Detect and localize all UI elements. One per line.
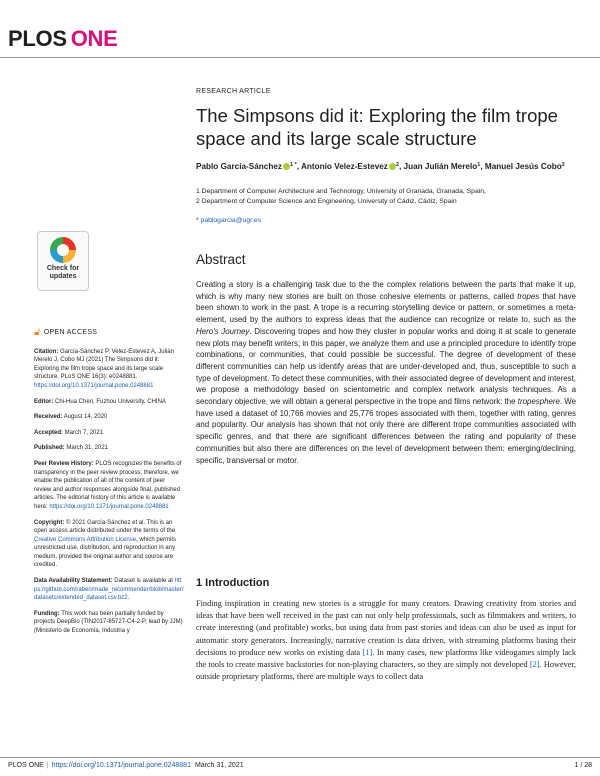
abstract-part: . We have used a dataset of 10,766 movies and 25,776 tropes associated with them, together with rating, genres and popularity. Our analysis has shown that not only there are different trope communities associated with specific genres, and that there are significant differences between the rating and popularity of these communities but also there are differences on the level of development between them: emerging/declining, specific, transversal or motor. [196,397,577,465]
author-sup: 2 [395,162,399,168]
footer-journal: PLOS ONE [8,762,44,769]
logo-plos: PLOS [8,26,67,51]
data-availability-label: Data Availability Statement: [34,578,113,585]
copyright-text: © 2021 García-Sánchez et al. This is an open access article distributed under the terms of the [34,519,176,535]
email-star: * [196,217,199,224]
open-access-badge [34,329,184,338]
intro-paragraph [196,598,576,683]
received-label: Received: [34,414,63,421]
page-footer [8,762,592,769]
reference-link[interactable]: [2] [529,660,540,670]
journal-logo [8,26,117,52]
peer-review-block [34,460,184,512]
corresponding-email[interactable] [196,217,261,224]
editor-text: Chi-Hua Chen, Fuzhou University, CHINA [53,398,166,405]
abstract-italic: tropesphere [517,397,560,407]
author-sup: 1 * [290,162,297,168]
header-divider [0,57,600,58]
published-label: Published: [34,445,65,452]
footer-doi-link[interactable]: https://doi.org/10.1371/journal.pone.0248881 [51,762,191,769]
article-title: The Simpsons did it: Exploring the film trope space and its large scale structure [196,105,558,149]
intro-part: . In many cases, new platforms like videogames simply lack the tools to create massive backstories for non-playing characters, so they are simply not developed [196,647,576,670]
funding-text: This work has been partially funded by projects DeepBio (TIN2017-85727-C4-2-P, lead by JJM) (Ministerio de Economía, Industria y [34,610,183,635]
footer-divider [0,757,600,758]
published-text: March 31, 2021 [64,445,109,452]
section-heading: 1 Introduction [196,577,270,589]
dataset-link[interactable]: https://github.com/raben/made_recommender/blob/master/datasets/extended_dataset.csv.bz2 [34,578,184,602]
page-number: 1 / 28 [574,762,592,769]
accepted-text: March 7, 2021 [63,429,104,436]
open-lock-icon: 🔓︎ [34,327,41,338]
affiliation-item: 1 Department of Computer Architecture and Technology, University of Granada, Granada, Spain, [196,188,486,195]
peer-review-link[interactable]: https://doi.org/10.1371/journal.pone.0248881 [49,503,169,510]
abstract-italic: tropes [517,291,540,301]
received-text: August 14, 2020 [62,414,108,421]
author-name[interactable]: Juan Julián Merelo [403,162,478,171]
editor-block [34,398,184,407]
copyright-label: Copyright: [34,519,65,526]
check-for-updates-badge[interactable] [37,231,89,291]
intro-part: . However, outside proprietary platforms, there are multiple ways to collect data [196,660,576,682]
check-updates-icon [50,237,76,263]
author-name[interactable]: Manuel Jesús Cobo [484,162,562,171]
article-info-sidebar [34,329,184,643]
orcid-icon[interactable] [389,163,396,170]
data-availability-end: . [127,595,130,602]
article-type: RESEARCH ARTICLE [196,88,271,95]
abstract-text [196,279,576,466]
email-link[interactable]: pablogarcia@ugr.es [200,217,262,224]
accepted-block [34,429,184,438]
citation-label: Citation: [34,348,59,355]
affiliations [196,187,576,207]
open-access-label: OPEN ACCESS [43,329,98,336]
logo-one: ONE [70,26,118,51]
abstract-part: Creating a story is a challenging task due to the the complex relations between the parts that make it up, which is why many new stories are built on those cohesive elements or patterns, called [196,280,576,301]
footer-date: March 31, 2021 [194,762,244,769]
abstract-italic: Hero's Journey [196,326,250,336]
author-list: Pablo García-Sánchez $^{1 *}$, Antonio Velez-Estevez $^2$, Juan Julián Merelo$^1$, Manuel Jesús Cobo$^2$ [196,162,565,171]
citation-text: García-Sánchez P, Velez-Estevez A, Julián Merelo J, Cobo MJ (2021) The Simpsons did it: Exploring the film trope space and its large scale structure. PLoS ONE 16(3): e0248881. [34,348,174,381]
published-block [34,444,184,453]
data-availability-text: Dataset is available at [112,578,175,585]
abstract-part: . Discovering tropes and how they cluster in popular works and doing it at scale to generate new plots may benefit writers; in this paper, we analyze them and use a principled procedure to identify trope combinations, or communities, that could possible be successful. The degree of development of these different communities can help us identify areas that are under-developed and, thus, susceptible to such a type of development. To detect these communities, with their associated degree of development and interest, we propose a methodology based on scientometric and complex network analysis techniques. As a secondary objective, we will obtain a general perspective in the trope and films network: the [196,326,576,407]
received-block [34,413,184,422]
editor-label: Editor: [34,398,54,405]
orcid-icon[interactable] [283,163,290,170]
reference-link[interactable]: [1] [362,647,373,657]
author-sup: 2 [561,162,565,168]
abstract-part: that have been shown to work in the past. A trope is a recurring storytelling device or pattern, or sometimes a meta-element, used by the authors to express ideas that the audience can recognize or relate to, such as the [196,291,576,325]
author-name[interactable]: Pablo García-Sánchez [196,162,283,171]
peer-review-text: PLOS recognizes the benefits of transparency in the peer review process; therefore, we enable the publication of all of the content of peer review and author responses alongside final, published articles. The editorial history of this article is available here: [34,460,182,510]
copyright-block [34,519,184,571]
check-updates-line1: Check for [46,265,80,272]
funding-label: Funding: [34,610,60,617]
citation-doi-link[interactable]: https://doi.org/10.1371/journal.pone.0248881 [34,382,154,389]
check-updates-line2: updates [49,273,77,280]
affiliation-item: 2 Department of Computer Science and Engineering, University of Cádiz, Cádiz, Spain [196,198,457,205]
data-availability-block [34,577,184,603]
author-sup: 1 [477,162,481,168]
accepted-label: Accepted: [34,429,64,436]
check-updates-label [38,265,88,281]
author-name[interactable]: Antonio Velez-Estevez [301,162,388,171]
peer-review-label: Peer Review History: [34,460,94,467]
citation-block [34,348,184,391]
copyright-text-end: , which permits unrestricted use, distribution, and reproduction in any medium, provided the original author and source are credited. [34,536,177,569]
license-link[interactable]: Creative Commons Attribution License [34,536,137,543]
funding-block [34,610,184,636]
footer-separator: | [46,762,49,769]
intro-part: Finding inspiration in creating new stories is a struggle for many creators. Drawing creativity from stories and ideas that have been well received in the past can not only help professionals, such as filmmakers and writers, to create interesting (and profitable) works, but using data from past stories and ideas can also be used as input for automatic story generators. Increasingly, narrative creation is data driven, with streaming platforms basing their decisions to produce new works on existing data [196,599,576,657]
abstract-heading: Abstract [196,252,246,267]
